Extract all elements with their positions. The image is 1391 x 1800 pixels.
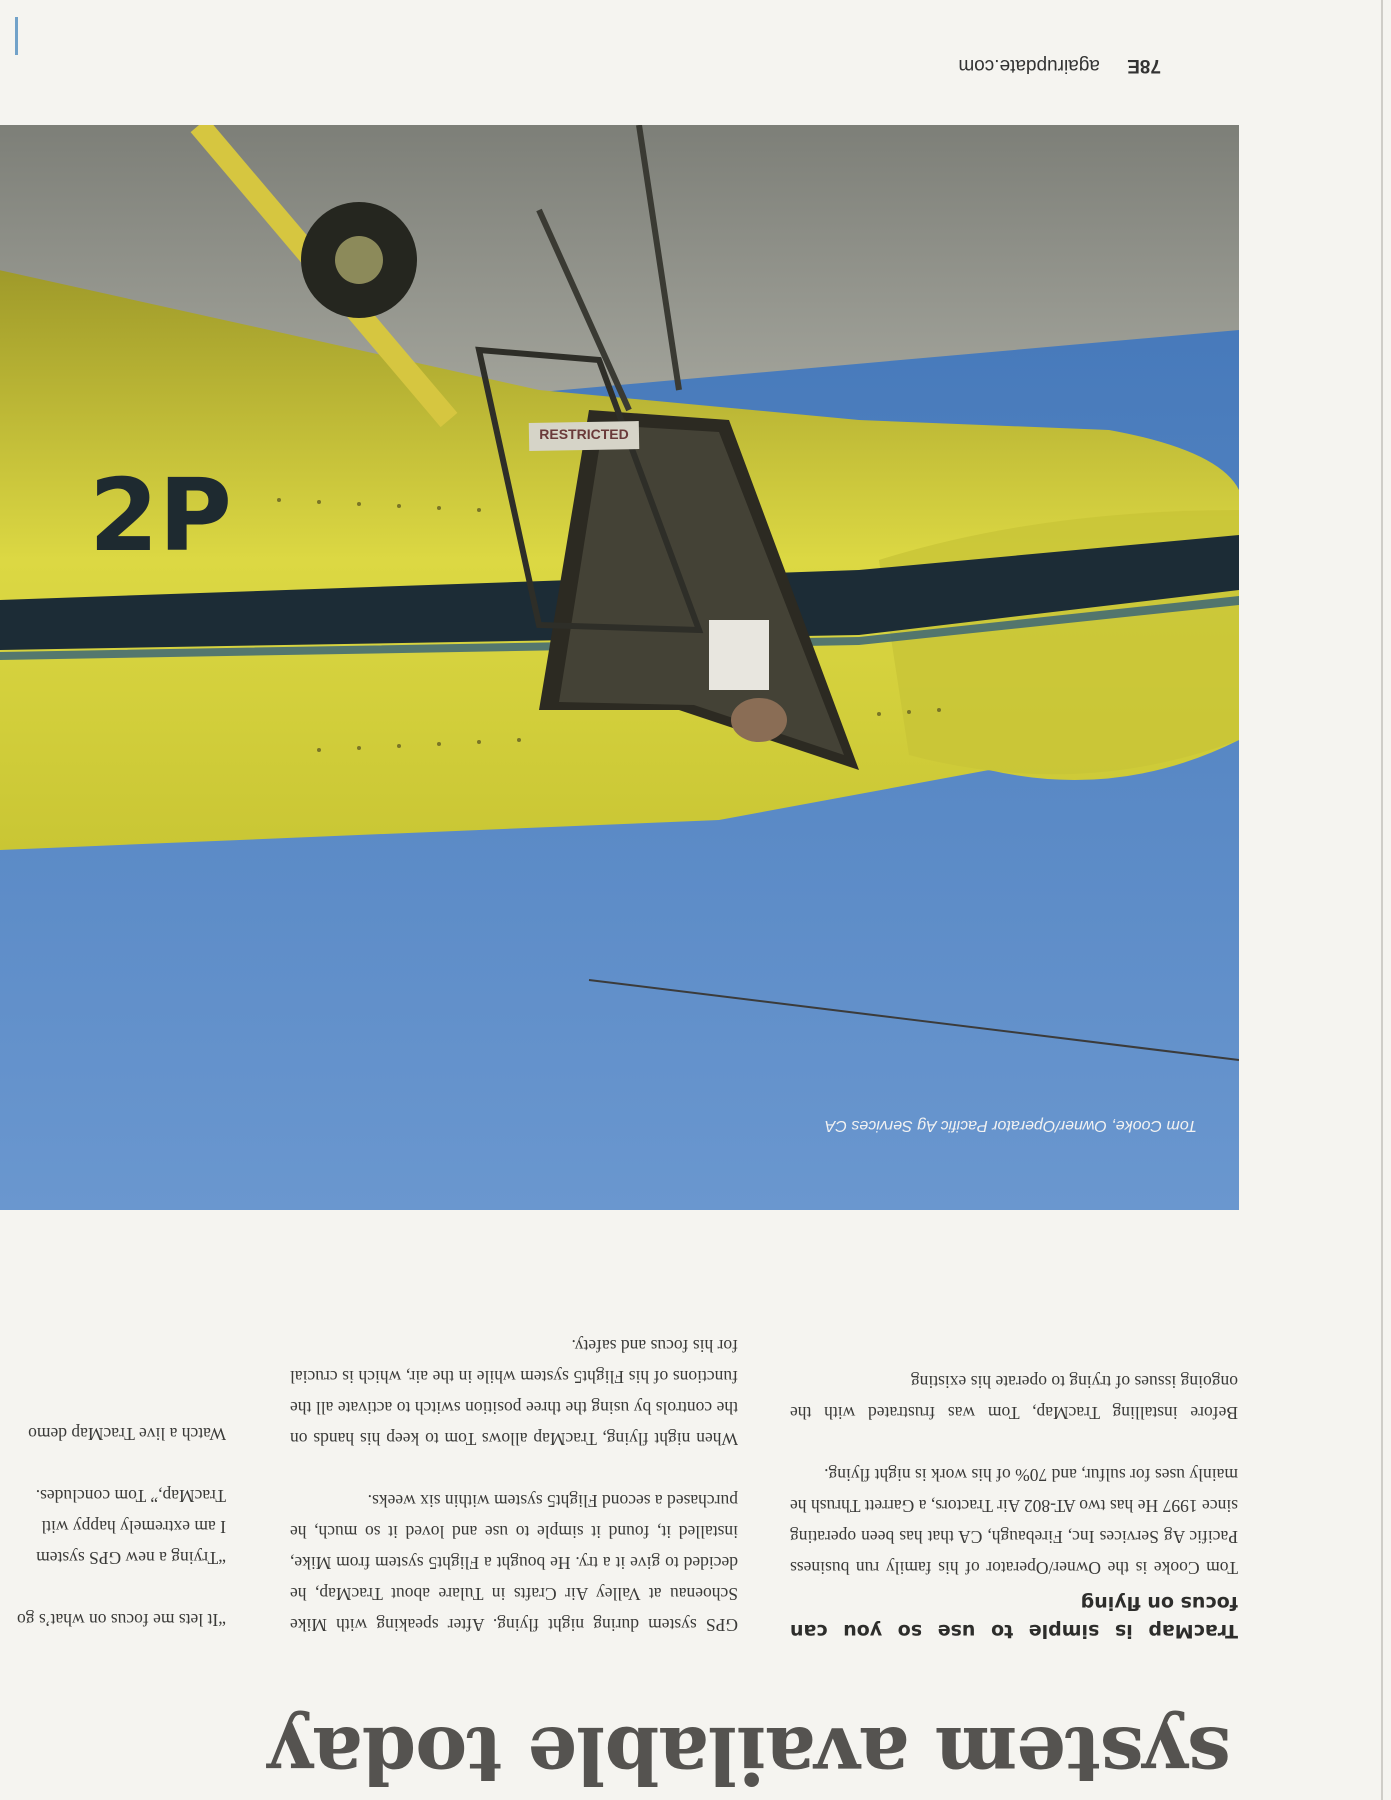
paragraph: “Trying a new GPS system bbox=[36, 1548, 226, 1568]
paragraph: GPS system during night flying. After speaking with Mike Schoenau at Valley Air Crafts in Tulare about TracMap, he decided to give it a try. He bought a Flight5 system from Mike, installed it, found it simple to use and loved it so much, he purchased a second Flight5 system within six weeks. bbox=[290, 1491, 738, 1635]
paragraph: When night flying, TracMap allows Tom to keep his hands on the controls by using the three position switch to activate all the functions of his Flight5 system while in the air, which is crucial for his focus and safety. bbox=[290, 1336, 738, 1449]
pilot-shirt bbox=[709, 620, 769, 690]
scan-mark bbox=[15, 17, 18, 55]
article-column-1 bbox=[790, 1366, 1238, 1645]
page-folio bbox=[958, 54, 1161, 76]
article-subhead: TracMap is simple to use so you can focus on flying bbox=[790, 1592, 1238, 1642]
registration-letters: 2P bbox=[89, 457, 232, 574]
photo-caption: Tom Cooke, Owner/Operator Pacific Ag Services CA bbox=[824, 1117, 1197, 1134]
paragraph: “It lets me focus on what’s go bbox=[17, 1610, 226, 1630]
page-headline: system available today bbox=[268, 1709, 1231, 1800]
aircraft-photo-illustration bbox=[0, 125, 1239, 1210]
placard-text: RESTRICTED bbox=[539, 426, 629, 442]
pilot-head bbox=[731, 698, 787, 742]
paragraph: Watch a live TracMap demo bbox=[28, 1424, 226, 1444]
page-number: 78E bbox=[1127, 55, 1161, 76]
paragraph: TracMap,” Tom concludes. bbox=[35, 1486, 226, 1506]
page-edge-line bbox=[1381, 0, 1383, 1800]
paragraph: Before installing TracMap, Tom was frustrated with the ongoing issues of trying to operate his existing bbox=[790, 1372, 1238, 1423]
aircraft-photo bbox=[0, 125, 1239, 1210]
paragraph: I am extremely happy witl bbox=[41, 1517, 226, 1537]
wheel-hub bbox=[335, 236, 383, 284]
article-column-2 bbox=[290, 1330, 738, 1640]
paragraph: Tom Cooke is the Owner/Operator of his family run business Pacific Ag Services Inc, Firebaugh, CA that has been operating since 1997 He has two AT-802 Air Tractors, a Garrett Thrush he mainly uses for sulfur, and 70% of his work is night flying. bbox=[790, 1465, 1238, 1578]
article-column-3 bbox=[0, 1418, 226, 1635]
site-url: agairupdate.com bbox=[958, 55, 1100, 76]
